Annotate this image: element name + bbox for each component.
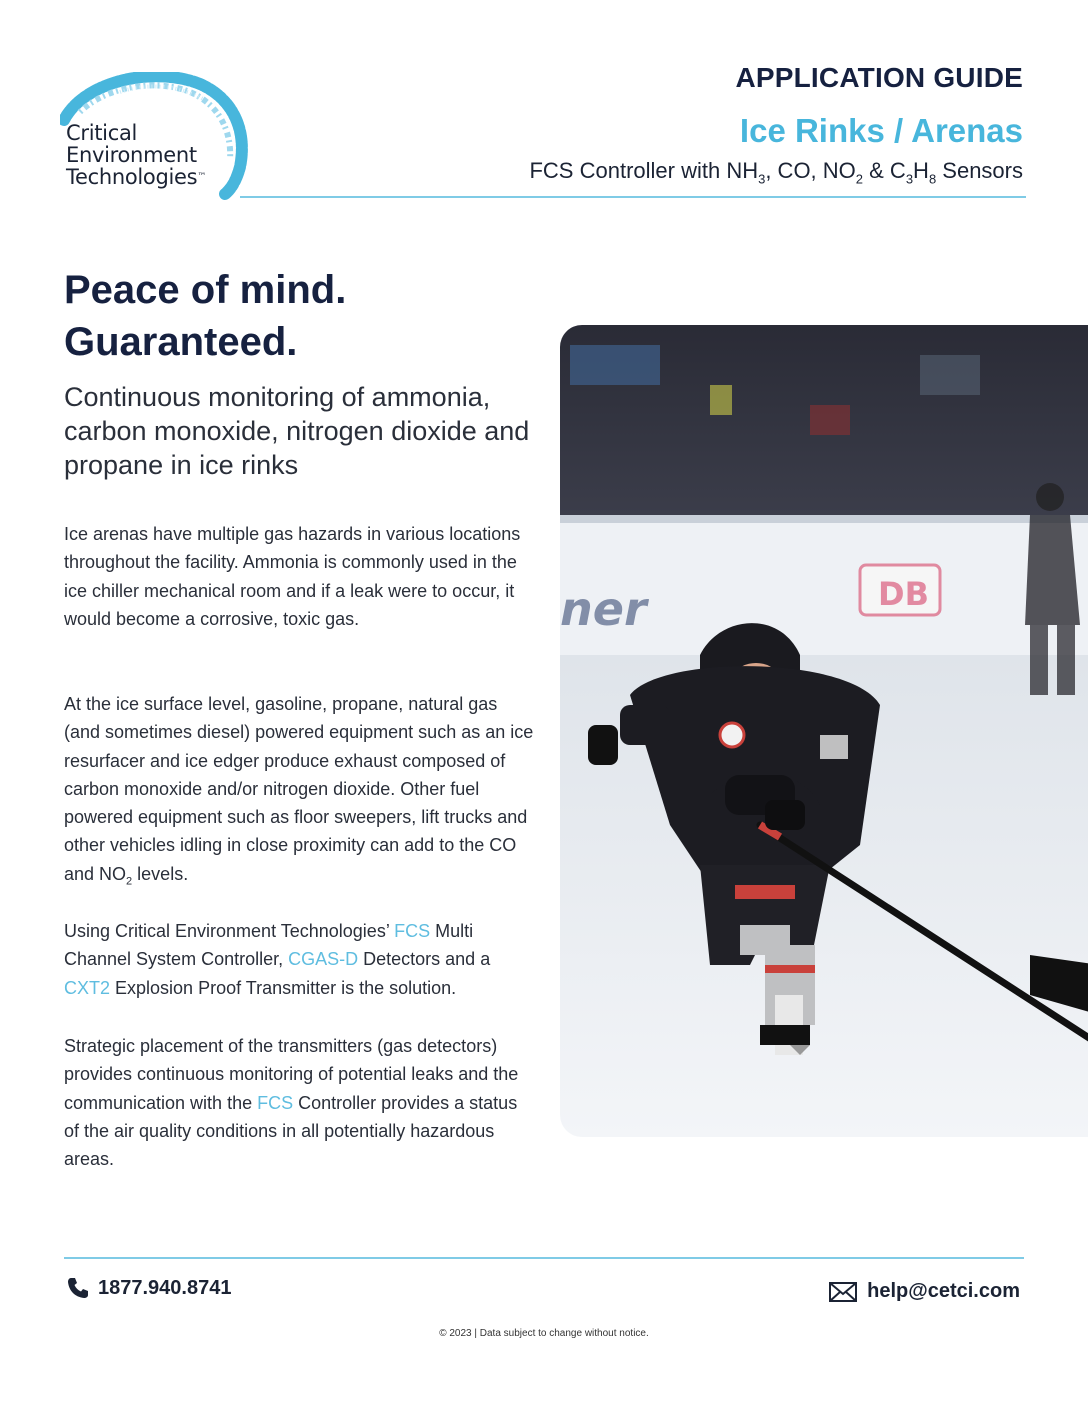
tagline-prefix: FCS Controller with NH	[529, 158, 759, 183]
headline-line-1: Peace of mind.	[64, 268, 347, 312]
paragraph-4-text-1: Strategic placement of the transmitters (gas detectors) provides continuous monitoring of potential leaks and the communication with the	[64, 1036, 519, 1113]
phone-number[interactable]: 1877.940.8741	[98, 1276, 232, 1299]
email-address[interactable]: help@cetci.com	[867, 1280, 1020, 1302]
body-paragraph-4	[64, 1032, 534, 1173]
logo-line-2: Environment	[66, 143, 197, 167]
headline	[64, 264, 346, 368]
paragraph-3-text-1: Using Critical Environment Technologies’	[64, 921, 395, 941]
document-type-title: APPLICATION GUIDE	[735, 62, 1023, 93]
company-logo	[60, 72, 260, 202]
tagline-suffix: Sensors	[936, 158, 1023, 183]
tagline-sub-4: 8	[928, 171, 937, 187]
tagline-sub-1: 3	[758, 171, 766, 187]
hockey-player-photo	[560, 325, 1088, 1137]
footer-divider	[64, 1257, 1024, 1259]
envelope-icon	[829, 1282, 857, 1302]
fcs-link-2[interactable]: FCS	[257, 1092, 294, 1113]
header-divider	[240, 196, 1026, 198]
paragraph-2-text: At the ice surface level, gasoline, propane, natural gas (and sometimes diesel) powered equipment such as an ice resurfacer and ice edger produce exhaust composed of carbon monoxide and/or nitrogen dioxide. Other fuel powered equipment such as floor sweepers, lift trucks and other vehicles idling in close proximity can add to the CO and NO	[64, 694, 534, 884]
board-text: DB	[878, 575, 929, 613]
paragraph-4-text-2: Controller provides a status of the air quality conditions in all potentially hazardous areas.	[64, 1092, 518, 1170]
email-contact[interactable]	[829, 1280, 1020, 1303]
tagline-mid-2: & C	[863, 158, 906, 183]
product-tagline	[529, 158, 1023, 186]
tagline-mid-1: , CO, NO	[765, 158, 856, 183]
fcs-link[interactable]: FCS	[394, 921, 431, 941]
paragraph-3-text-2: Multi Channel System Controller,	[64, 921, 474, 970]
lead-paragraph: Continuous monitoring of ammonia, carbon monoxide, nitrogen dioxide and propane in ice rinks	[64, 382, 530, 480]
logo-line-1: Critical	[66, 121, 138, 145]
body-paragraph-2	[64, 690, 534, 896]
paragraph-3-text-4: Explosion Proof Transmitter is the solution.	[110, 977, 457, 998]
paragraph-2-subscript: 2	[126, 875, 133, 888]
tagline-mid-3: H	[913, 158, 929, 183]
application-title: Ice Rinks / Arenas	[739, 112, 1023, 149]
paragraph-2-end: levels.	[132, 863, 189, 884]
headline-line-2: Guaranteed.	[64, 320, 298, 364]
svg-text:ner: ner	[560, 582, 647, 636]
phone-icon	[66, 1276, 90, 1300]
logo-line-3: Technologies	[66, 165, 198, 189]
cxt2-link[interactable]: CXT2	[64, 977, 111, 998]
copyright-notice: © 2023 | Data subject to change without notice.	[439, 1328, 649, 1339]
phone-contact[interactable]	[66, 1276, 231, 1300]
cgas-d-link[interactable]: CGAS-D	[288, 949, 359, 970]
body-paragraph-3	[64, 917, 534, 1002]
tagline-sub-3: 3	[905, 171, 914, 187]
trademark-symbol: ™	[197, 172, 207, 182]
paragraph-3-text-3: Detectors and a	[358, 949, 491, 970]
body-paragraph-1: Ice arenas have multiple gas hazards in various locations throughout the facility. Ammonia is commonly used in the ice chiller mechanical room and if a leak were to occur, it would become a corrosive, toxic gas.	[64, 524, 521, 629]
tagline-sub-2: 2	[855, 171, 864, 187]
